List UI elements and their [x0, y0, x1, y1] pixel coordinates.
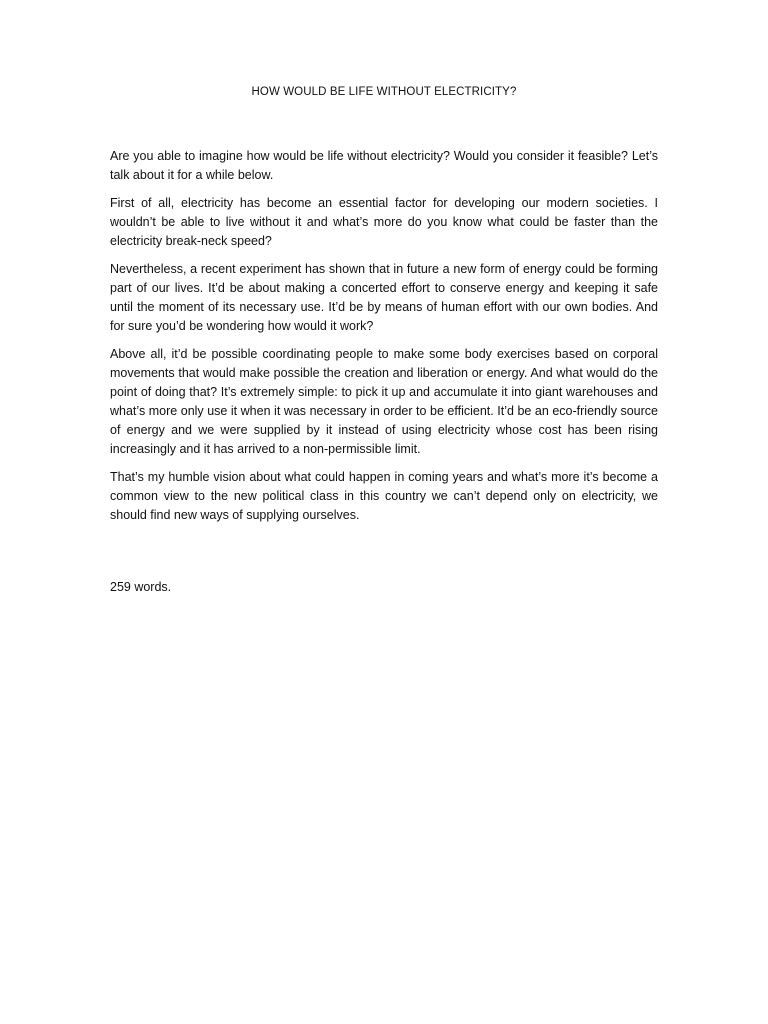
paragraph-first-of-all: First of all, electricity has become an essential factor for developing our modern societies. I wouldn’t be able to live without it and what’s more do you know what could be faster than the electricity break-neck speed?: [110, 196, 658, 248]
paragraph-intro: Are you able to imagine how would be life without electricity? Would you consider it feasible? Let’s talk about it for a while below.: [110, 149, 658, 182]
paragraph-conclusion: That’s my humble vision about what could happen in coming years and what’s more it’s become a common view to the new political class in this country we can’t depend only on electricity, we should find new ways of supplying ourselves.: [110, 470, 658, 522]
paragraph-above-all: Above all, it’d be possible coordinating people to make some body exercises based on corporal movements that would make possible the creation and liberation or energy. And what would do the point of doing that? It’s extremely simple: to pick it up and accumulate it into giant warehouses and what’s more only use it when it was necessary in order to be efficient. It’d be an eco-friendly source of energy and we were supplied by it instead of using electricity whose cost has been rising increasingly and it has arrived to a non-permissible limit.: [110, 347, 658, 456]
word-count: 259 words.: [110, 580, 172, 594]
paragraph-nevertheless: Nevertheless, a recent experiment has shown that in future a new form of energy could be forming part of our lives. It’d be about making a concerted effort to conserve energy and keeping it safe until the moment of its necessary use. It’d be by means of human effort with our own bodies. And for sure you’d be wondering how would it work?: [110, 262, 658, 333]
document-body: [110, 147, 658, 534]
document-title: HOW WOULD BE LIFE WITHOUT ELECTRICITY?: [251, 86, 517, 98]
